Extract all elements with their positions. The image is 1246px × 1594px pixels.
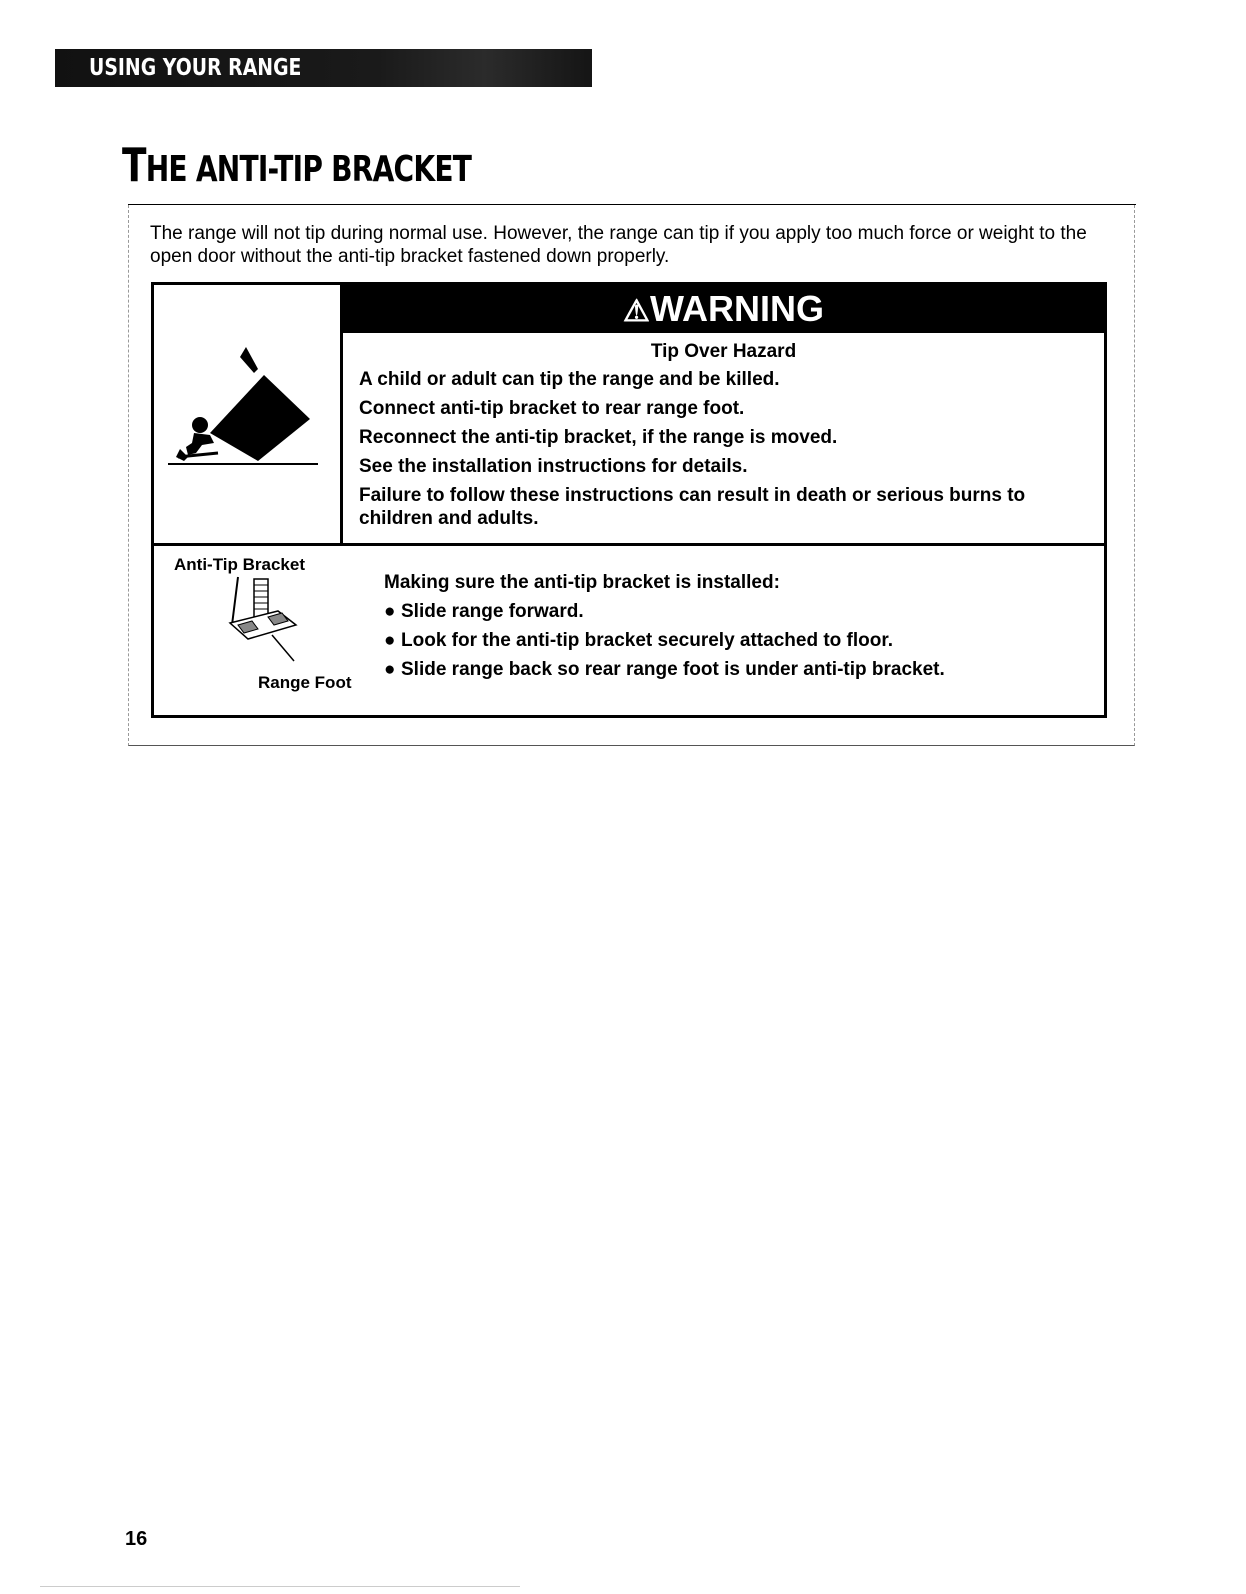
bullet-icon: ● (384, 659, 396, 680)
warning-box (151, 282, 1107, 718)
warning-triangle-icon: ⚠ (623, 295, 650, 328)
title-first-letter: T (122, 138, 146, 192)
hazard-title: Tip Over Hazard (650, 341, 797, 362)
bottom-rule (40, 1586, 520, 1587)
page-number: 16 (125, 1528, 148, 1550)
anti-tip-bracket-label: Anti-Tip Bracket (174, 555, 305, 574)
instruction-step-text: Look for the anti-tip bracket securely attached to floor. (401, 630, 893, 651)
anti-tip-bracket-icon (224, 573, 314, 673)
intro-paragraph: The range will not tip during normal use. However, the range can tip if you apply too much force or weight to the open door without the anti-tip bracket fastened down properly. (150, 223, 1087, 267)
warning-lines (359, 368, 1059, 536)
instructions-heading: Making sure the anti-tip bracket is installed: (384, 572, 780, 593)
warning-banner (343, 285, 1104, 333)
page-title (122, 138, 471, 192)
section-header-bar (55, 49, 592, 87)
instruction-step (384, 629, 945, 652)
warning-line: Connect anti-tip bracket to rear range foot. (359, 398, 745, 419)
warning-line: Reconnect the anti-tip bracket, if the range is moved. (359, 427, 838, 448)
instructions (384, 571, 945, 687)
warning-line: A child or adult can tip the range and be killed. (359, 369, 780, 390)
instruction-step-text: Slide range back so rear range foot is under anti-tip bracket. (401, 659, 945, 680)
tip-over-hazard-icon (154, 285, 340, 543)
instruction-step (384, 658, 945, 681)
warning-line: See the installation instructions for details. (359, 456, 748, 477)
warning-label: WARNING (649, 288, 824, 329)
instruction-step-text: Slide range forward. (401, 601, 584, 622)
instruction-step (384, 600, 945, 623)
bullet-icon: ● (384, 630, 396, 651)
warning-line: Failure to follow these instructions can result in death or serious burns to children and adults. (359, 485, 1026, 529)
warning-divider (154, 543, 1104, 546)
tip-over-illustration-cell (154, 285, 343, 543)
section-header-label: USING YOUR RANGE (89, 55, 302, 81)
range-foot-label: Range Foot (258, 673, 352, 692)
title-rest: HE ANTI-TIP BRACKET (145, 149, 472, 190)
bullet-icon: ● (384, 601, 396, 622)
